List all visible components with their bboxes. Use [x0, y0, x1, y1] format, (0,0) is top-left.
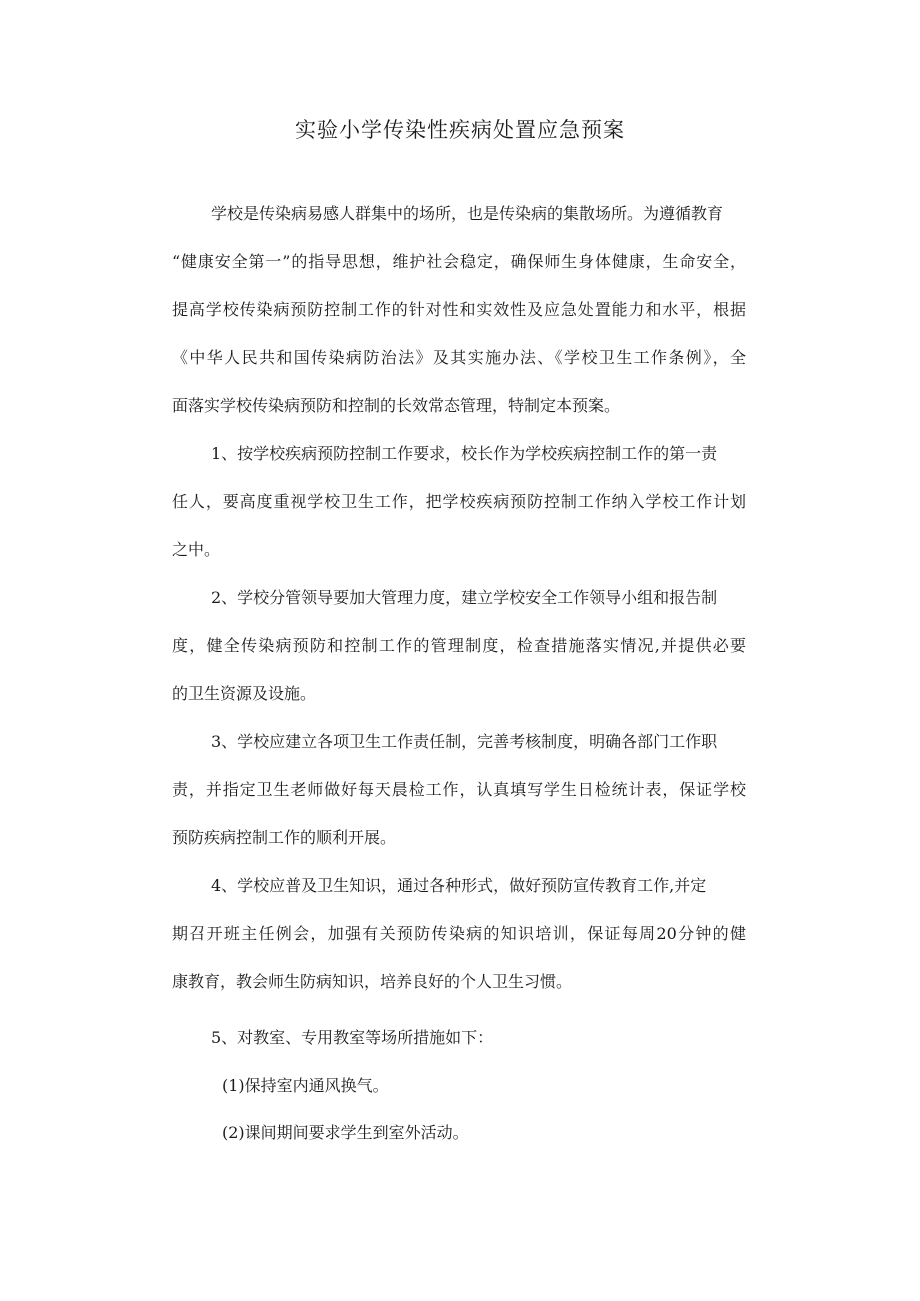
- text-line: 《中华人民共和国传染病防治法》及其实施办法、《学校卫生工作条例》，全: [172, 348, 746, 367]
- text-line: 之中。: [172, 540, 221, 559]
- text-line: 4、学校应普及卫生知识，通过各种形式，做好预防宣传教育工作,并定: [211, 876, 707, 895]
- text-line: 预防疾病控制工作的顺利开展。: [172, 828, 397, 847]
- document-title: 实验小学传染性疾病处置应急预案: [295, 118, 625, 142]
- text-line: 3、学校应建立各项卫生工作责任制，完善考核制度，明确各部门工作职: [211, 732, 718, 751]
- sub-item: (1)保持室内通风换气。: [222, 1076, 389, 1095]
- text-line: 任人，要高度重视学校卫生工作，把学校疾病预防控制工作纳入学校工作计划: [172, 492, 746, 511]
- text-line: 康教育，教会师生防病知识，培养良好的个人卫生习惯。: [172, 972, 573, 991]
- text-line: “健康安全第一”的指导思想，维护社会稳定，确保师生身体健康，生命安全，: [172, 252, 746, 271]
- text-line: 的卫生资源及设施。: [172, 684, 317, 703]
- text-line: 学校是传染病易感人群集中的场所，也是传染病的集散场所。为遵循教育: [211, 204, 724, 223]
- text-line: 度，健全传染病预防和控制工作的管理制度，检查措施落实情况,并提供必要: [172, 636, 746, 655]
- sub-item: (2)课间期间要求学生到室外活动。: [222, 1123, 469, 1142]
- text-line: 期召开班主任例会，加强有关预防传染病的知识培训，保证每周20分钟的健: [172, 924, 746, 943]
- text-line: 5、对教室、专用教室等场所措施如下：: [211, 1028, 494, 1047]
- text-line: 1、按学校疾病预防控制工作要求，校长作为学校疾病控制工作的第一责: [211, 444, 718, 463]
- text-line: 面落实学校传染病预防和控制的长效常态管理，特制定本预案。: [172, 396, 621, 415]
- text-line: 2、学校分管领导要加大管理力度，建立学校安全工作领导小组和报告制: [211, 588, 718, 607]
- text-line: 提高学校传染病预防控制工作的针对性和实效性及应急处置能力和水平，根据: [172, 300, 746, 319]
- text-line: 责，并指定卫生老师做好每天晨检工作，认真填写学生日检统计表，保证学校: [172, 780, 746, 799]
